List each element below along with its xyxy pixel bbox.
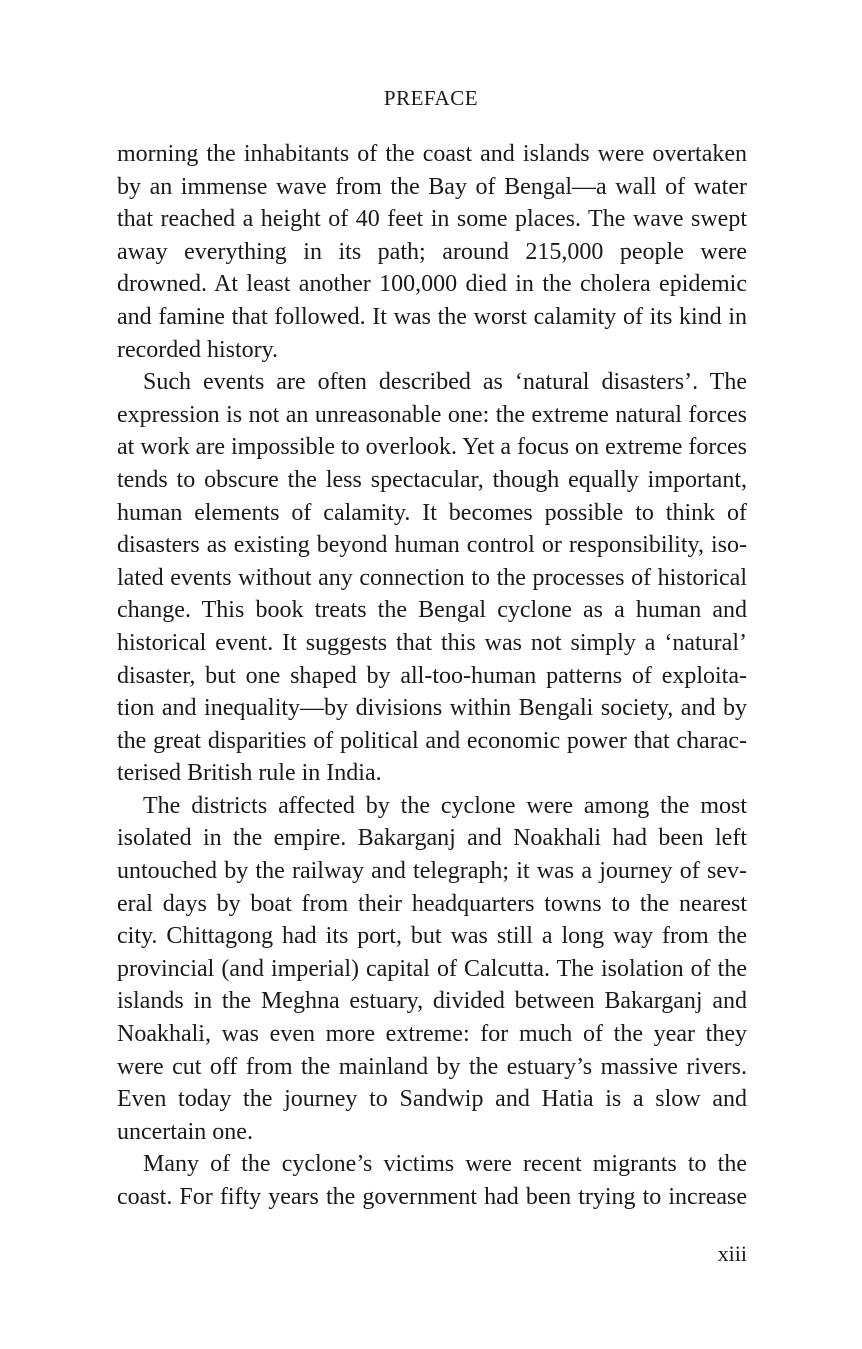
text-line: eral days by boat from their headquarters towns to the nearest <box>117 890 747 917</box>
text-line: lated events without any connection to the processes of historical <box>117 564 747 591</box>
text-line: terised British rule in India. <box>117 760 382 787</box>
text-line: the great disparities of political and economic power that charac- <box>117 727 747 754</box>
text-line: that reached a height of 40 feet in some places. The wave swept <box>117 206 747 233</box>
text-line: The districts affected by the cyclone were among the most <box>143 792 747 819</box>
text-line: Such events are often described as ‘natural disasters’. The <box>143 369 747 396</box>
text-line: disaster, but one shaped by all-too-human patterns of exploita- <box>117 662 747 689</box>
text-line: uncertain one. <box>117 1118 253 1145</box>
paragraph <box>117 1148 747 1213</box>
text-line: were cut off from the mainland by the estuary’s massive rivers. <box>117 1053 747 1080</box>
text-line: and famine that followed. It was the worst calamity of its kind in <box>117 303 747 330</box>
text-line: provincial (and imperial) capital of Calcutta. The isolation of the <box>117 955 747 982</box>
text-line: coast. For fifty years the government had been trying to increase <box>117 1184 747 1210</box>
text-line: morning the inhabitants of the coast and islands were overtaken <box>117 141 747 167</box>
body-text <box>117 138 747 1214</box>
text-line: by an immense wave from the Bay of Bengal—a wall of water <box>117 173 747 200</box>
text-line: drowned. At least another 100,000 died in the cholera epidemic <box>117 271 747 298</box>
paragraph <box>117 366 747 790</box>
text-line: tion and inequality—by divisions within Bengali society, and by <box>117 695 747 722</box>
text-line: away everything in its path; around 215,000 people were <box>117 238 747 265</box>
text-line: human elements of calamity. It becomes possible to think of <box>117 499 747 526</box>
running-head: PREFACE <box>383 86 479 110</box>
paragraph <box>117 790 747 1149</box>
text-line: at work are impossible to overlook. Yet a focus on extreme forces <box>117 434 747 461</box>
page-number: xiii <box>717 1241 747 1266</box>
text-line: expression is not an unreasonable one: the extreme natural forces <box>117 401 747 428</box>
text-line: city. Chittagong had its port, but was still a long way from the <box>117 923 747 950</box>
text-line: Many of the cyclone’s victims were recent migrants to the <box>143 1151 747 1178</box>
text-line: islands in the Meghna estuary, divided between Bakarganj and <box>117 988 747 1015</box>
text-line: Even today the journey to Sandwip and Hatia is a slow and <box>117 1086 747 1113</box>
text-line: Noakhali, was even more extreme: for much of the year they <box>117 1021 747 1048</box>
text-line: disasters as existing beyond human control or responsibility, iso- <box>117 532 747 559</box>
text-line: historical event. It suggests that this was not simply a ‘natural’ <box>117 629 747 656</box>
text-line: recorded history. <box>117 336 279 363</box>
text-line: change. This book treats the Bengal cyclone as a human and <box>117 597 747 624</box>
paragraph <box>117 138 747 366</box>
text-line: tends to obscure the less spectacular, though equally important, <box>117 466 747 493</box>
text-line: untouched by the railway and telegraph; it was a journey of sev- <box>117 858 747 885</box>
text-line: isolated in the empire. Bakarganj and Noakhali had been left <box>117 825 747 852</box>
